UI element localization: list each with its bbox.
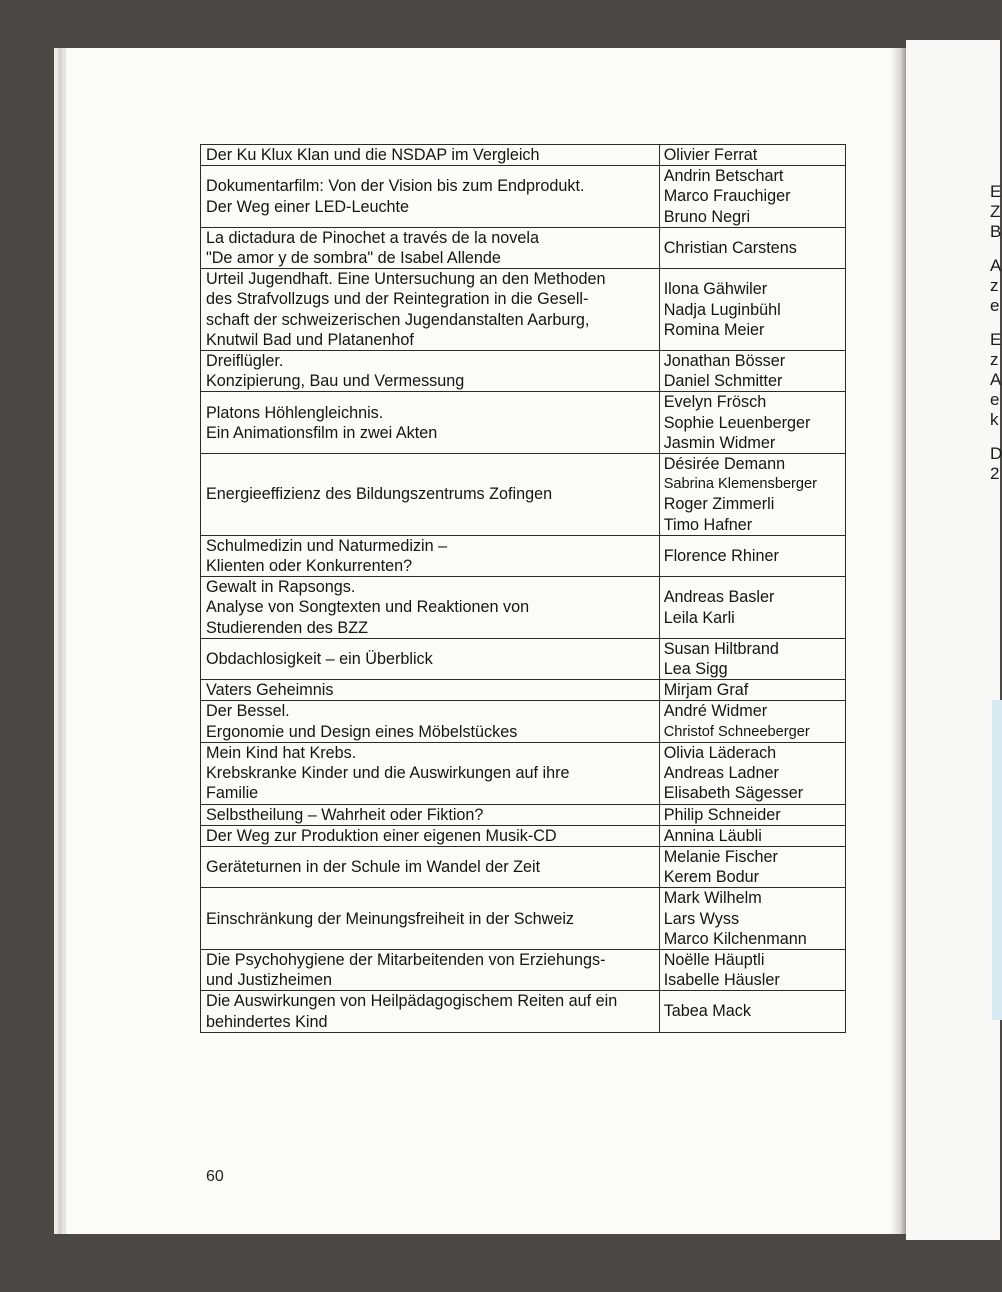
student-name: Olivia Läderach xyxy=(663,743,777,762)
student-name: Romina Meier xyxy=(663,320,765,339)
student-name: Mirjam Graf xyxy=(663,681,749,700)
project-title-line: Ergonomie und Design eines Möbelstückes xyxy=(206,722,518,741)
right-page-line-fragment: E xyxy=(990,182,1002,201)
right-page-line-fragment: E xyxy=(990,330,1002,349)
project-title-line: Gewalt in Rapsongs. xyxy=(206,578,356,597)
student-name: Lars Wyss xyxy=(663,909,740,928)
student-name: Andreas Basler xyxy=(663,588,775,607)
project-title-cell xyxy=(201,825,660,846)
student-names-cell xyxy=(659,227,845,268)
project-title-line: Der Ku Klux Klan und die NSDAP im Vergleich xyxy=(206,146,540,164)
project-title-cell xyxy=(201,846,660,887)
student-name: André Widmer xyxy=(663,702,768,721)
project-title-line: Urteil Jugendhaft. Eine Untersuchung an den Methoden xyxy=(206,270,606,289)
student-name: Evelyn Frösch xyxy=(663,393,767,412)
student-names-cell xyxy=(659,825,845,846)
right-page-line-fragment: z xyxy=(990,276,999,295)
student-name: Annina Läubli xyxy=(663,826,762,845)
project-title-cell xyxy=(201,145,660,166)
project-title-cell xyxy=(201,991,660,1032)
student-names-cell xyxy=(659,804,845,825)
table-row xyxy=(201,991,846,1032)
student-name: Ilona Gähwiler xyxy=(663,280,768,299)
right-page xyxy=(906,40,1000,1240)
project-title-line: Die Psychohygiene der Mitarbeitenden von Erziehungs- xyxy=(206,950,606,969)
project-title-line: Konzipierung, Bau und Vermessung xyxy=(206,372,465,391)
project-title-line: Energieeffizienz des Bildungszentrums Zofingen xyxy=(206,485,553,504)
student-name: Philip Schneider xyxy=(663,805,781,824)
student-name: Melanie Fischer xyxy=(663,847,778,866)
project-title-line: Ein Animationsfilm in zwei Akten xyxy=(206,423,438,442)
project-title-cell xyxy=(201,742,660,804)
table-row xyxy=(201,680,846,701)
project-title-cell xyxy=(201,535,660,576)
table-row xyxy=(201,701,846,742)
project-title-cell xyxy=(201,454,660,536)
student-name: Jonathan Bösser xyxy=(663,352,786,371)
student-names-cell xyxy=(659,454,845,536)
table-row xyxy=(201,145,846,166)
student-name: Christian Carstens xyxy=(663,238,797,257)
table-row xyxy=(201,825,846,846)
student-names-cell xyxy=(659,949,845,990)
student-name: Jasmin Widmer xyxy=(663,433,776,452)
student-name: Andreas Ladner xyxy=(663,764,779,783)
student-name: Noëlle Häuptli xyxy=(663,950,765,969)
project-title-line: Platons Höhlengleichnis. xyxy=(206,403,384,422)
right-page-paragraph-fragment xyxy=(990,182,1002,242)
right-page-line-fragment: A xyxy=(990,256,1002,275)
right-page-text-fragments xyxy=(990,182,1002,498)
student-name: Lea Sigg xyxy=(663,660,728,679)
right-page-line-fragment: 2 xyxy=(990,464,1000,483)
student-name: Christof Schneeberger xyxy=(663,723,810,740)
student-name: Olivier Ferrat xyxy=(663,146,758,164)
table-row xyxy=(201,166,846,228)
project-title-line: Einschränkung der Meinungsfreiheit in der Schweiz xyxy=(206,909,575,928)
table-row xyxy=(201,888,846,950)
student-names-cell xyxy=(659,846,845,887)
table-row xyxy=(201,227,846,268)
student-name: Elisabeth Sägesser xyxy=(663,784,804,803)
project-title-line: Obdachlosigkeit – ein Überblick xyxy=(206,649,433,668)
project-title-line: Die Auswirkungen von Heilpädagogischem Reiten auf ein xyxy=(206,992,618,1011)
right-page-line-fragment: D xyxy=(990,444,1002,463)
right-page-line-fragment: Z xyxy=(990,202,1001,221)
table-row xyxy=(201,577,846,639)
student-name: Daniel Schmitter xyxy=(663,372,783,391)
right-page-line-fragment: e xyxy=(990,390,1000,409)
project-title-line: Der Bessel. xyxy=(206,702,290,721)
project-title-line: Familie xyxy=(206,784,259,803)
project-title-line: Knutwil Bad und Platanenhof xyxy=(206,330,414,349)
project-title-cell xyxy=(201,804,660,825)
project-title-cell xyxy=(201,680,660,701)
student-names-cell xyxy=(659,535,845,576)
project-title-cell xyxy=(201,351,660,392)
table-row xyxy=(201,638,846,679)
project-title-line: schaft der schweizerischen Jugendanstalten Aarburg, xyxy=(206,310,590,329)
project-title-line: Der Weg einer LED-Leuchte xyxy=(206,197,410,216)
student-name: Nadja Luginbühl xyxy=(663,300,781,319)
student-names-cell xyxy=(659,351,845,392)
right-page-line-fragment: A xyxy=(990,370,1002,389)
right-page-line-fragment: z xyxy=(990,350,999,369)
project-title-cell xyxy=(201,577,660,639)
project-title-line: Dokumentarfilm: Von der Vision bis zum Endprodukt. xyxy=(206,177,585,196)
page-number: 60 xyxy=(206,1168,224,1185)
project-title-line: Der Weg zur Produktion einer eigenen Musik-CD xyxy=(206,826,557,845)
project-title-line: Mein Kind hat Krebs. xyxy=(206,743,357,762)
table-row xyxy=(201,535,846,576)
student-name: Tabea Mack xyxy=(663,1002,751,1021)
student-name: Susan Hiltbrand xyxy=(663,639,779,658)
student-name: Mark Wilhelm xyxy=(663,889,762,908)
student-names-cell xyxy=(659,269,845,351)
student-name: Andrin Betschart xyxy=(663,167,784,186)
project-title-line: Vaters Geheimnis xyxy=(206,681,334,700)
student-name: Marco Kilchenmann xyxy=(663,929,807,948)
right-page-line-fragment: k xyxy=(990,410,999,429)
student-names-cell xyxy=(659,392,845,454)
student-names-cell xyxy=(659,742,845,804)
student-name: Leila Karli xyxy=(663,608,735,627)
student-name: Kerem Bodur xyxy=(663,868,760,887)
table-row xyxy=(201,804,846,825)
student-names-cell xyxy=(659,638,845,679)
project-title-line: Selbstheilung – Wahrheit oder Fiktion? xyxy=(206,805,484,824)
project-title-cell xyxy=(201,701,660,742)
project-title-line: behindertes Kind xyxy=(206,1012,328,1031)
student-name: Sophie Leuenberger xyxy=(663,413,811,432)
project-title-line: La dictadura de Pinochet a través de la novela xyxy=(206,228,539,247)
student-names-cell xyxy=(659,577,845,639)
table-row xyxy=(201,351,846,392)
project-title-cell xyxy=(201,227,660,268)
project-title-line: des Strafvollzugs und der Reintegration in die Gesell- xyxy=(206,290,589,309)
project-title-cell xyxy=(201,166,660,228)
project-title-line: Schulmedizin und Naturmedizin – xyxy=(206,536,448,555)
project-title-cell xyxy=(201,638,660,679)
student-name: Isabelle Häusler xyxy=(663,971,780,990)
right-page-paragraph-fragment xyxy=(990,444,1002,484)
student-name: Marco Frauchiger xyxy=(663,187,791,206)
student-names-cell xyxy=(659,680,845,701)
project-title-cell xyxy=(201,269,660,351)
right-page-line-fragment: e xyxy=(990,296,1000,315)
project-title-cell xyxy=(201,888,660,950)
student-name: Roger Zimmerli xyxy=(663,495,775,514)
student-name: Désirée Demann xyxy=(663,455,786,474)
project-table xyxy=(200,144,846,1033)
student-name: Timo Hafner xyxy=(663,515,753,534)
student-name: Florence Rhiner xyxy=(663,546,779,565)
table-row xyxy=(201,269,846,351)
student-names-cell xyxy=(659,701,845,742)
project-title-line: Dreiflügler. xyxy=(206,352,284,371)
student-names-cell xyxy=(659,166,845,228)
student-name: Sabrina Klemensberger xyxy=(663,476,818,493)
project-title-cell xyxy=(201,949,660,990)
student-names-cell xyxy=(659,991,845,1032)
project-title-line: Studierenden des BZZ xyxy=(206,618,368,637)
student-name: Bruno Negri xyxy=(663,207,751,226)
table-row xyxy=(201,949,846,990)
table-row xyxy=(201,392,846,454)
table-row xyxy=(201,454,846,536)
project-title-line: Analyse von Songtexten und Reaktionen von xyxy=(206,598,530,617)
right-page-paragraph-fragment xyxy=(990,330,1002,430)
project-title-line: Geräteturnen in der Schule im Wandel der Zeit xyxy=(206,858,541,876)
project-title-cell xyxy=(201,392,660,454)
project-title-line: Klienten oder Konkurrenten? xyxy=(206,557,413,576)
student-names-cell xyxy=(659,145,845,166)
table-row xyxy=(201,846,846,887)
project-title-line: "De amor y de sombra" de Isabel Allende xyxy=(206,249,501,268)
right-page-line-fragment: B xyxy=(990,222,1002,241)
project-title-line: Krebskranke Kinder und die Auswirkungen auf ihre xyxy=(206,764,570,783)
right-page-paragraph-fragment xyxy=(990,256,1002,316)
student-names-cell xyxy=(659,888,845,950)
table-row xyxy=(201,742,846,804)
right-page-blue-strip xyxy=(992,700,1002,1020)
project-title-line: und Justizheimen xyxy=(206,971,332,990)
